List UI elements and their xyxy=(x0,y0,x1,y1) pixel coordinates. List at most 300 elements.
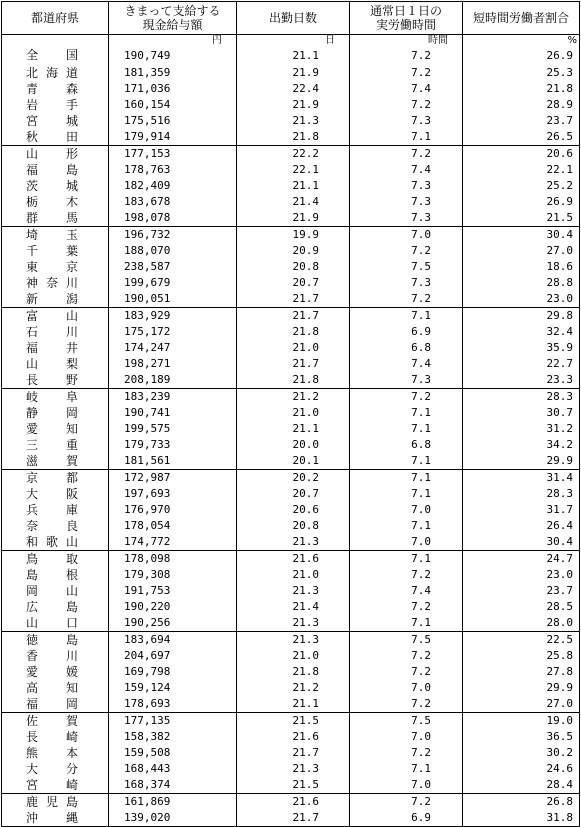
table-row xyxy=(2,129,580,146)
cell-cash-wages-value: 190,220 xyxy=(124,600,171,613)
table-row xyxy=(2,259,580,275)
cell-prefecture xyxy=(2,745,109,761)
units-cell-empty xyxy=(2,35,109,47)
cell-work-days: 21.6 xyxy=(237,794,350,811)
table-row xyxy=(2,162,580,178)
cell-work-days: 21.3 xyxy=(237,615,350,632)
table-row xyxy=(2,713,580,730)
cell-actual-hours: 7.0 xyxy=(350,502,463,518)
cell-actual-hours: 7.4 xyxy=(350,162,463,178)
cell-actual-hours: 7.1 xyxy=(350,405,463,421)
prefecture-name: 石川 xyxy=(26,325,78,339)
table-row xyxy=(2,729,580,745)
cell-cash-wages xyxy=(109,729,237,745)
cell-cash-wages-value: 179,308 xyxy=(124,568,171,581)
table-row xyxy=(2,291,580,308)
cell-prefecture xyxy=(2,65,109,81)
prefecture-name: 和歌山 xyxy=(26,535,78,549)
cell-work-days: 21.8 xyxy=(237,129,350,146)
cell-prefecture xyxy=(2,696,109,713)
table-row xyxy=(2,65,580,81)
cell-cash-wages-value: 183,929 xyxy=(124,309,171,322)
cell-prefecture xyxy=(2,470,109,487)
cell-part-time-ratio: 30.4 xyxy=(463,534,580,551)
cell-actual-hours: 7.3 xyxy=(350,113,463,129)
cell-work-days: 21.2 xyxy=(237,680,350,696)
cell-actual-hours: 7.5 xyxy=(350,259,463,275)
cell-work-days: 21.9 xyxy=(237,210,350,227)
table-row xyxy=(2,567,580,583)
prefecture-name: 福島 xyxy=(26,163,78,177)
cell-prefecture xyxy=(2,810,109,827)
cell-part-time-ratio: 26.4 xyxy=(463,518,580,534)
cell-work-days: 21.1 xyxy=(237,178,350,194)
cell-part-time-ratio: 26.9 xyxy=(463,46,580,65)
cell-cash-wages xyxy=(109,129,237,146)
cell-actual-hours: 7.0 xyxy=(350,729,463,745)
cell-work-days: 21.0 xyxy=(237,648,350,664)
cell-work-days: 21.7 xyxy=(237,291,350,308)
cell-cash-wages xyxy=(109,308,237,325)
cell-work-days: 20.8 xyxy=(237,259,350,275)
cell-actual-hours: 7.2 xyxy=(350,794,463,811)
cell-prefecture xyxy=(2,761,109,777)
cell-part-time-ratio: 28.9 xyxy=(463,97,580,113)
cell-cash-wages-value: 159,124 xyxy=(124,681,171,694)
cell-cash-wages xyxy=(109,470,237,487)
cell-work-days: 21.0 xyxy=(237,405,350,421)
cell-actual-hours: 7.3 xyxy=(350,372,463,389)
prefecture-name: 福井 xyxy=(26,341,78,355)
table-row xyxy=(2,308,580,325)
cell-work-days: 20.8 xyxy=(237,518,350,534)
cell-cash-wages xyxy=(109,275,237,291)
table-row xyxy=(2,243,580,259)
cell-cash-wages xyxy=(109,210,237,227)
cell-part-time-ratio: 31.2 xyxy=(463,421,580,437)
cell-cash-wages-value: 161,869 xyxy=(124,795,171,808)
table-row xyxy=(2,680,580,696)
cell-part-time-ratio: 19.0 xyxy=(463,713,580,730)
cell-actual-hours: 6.9 xyxy=(350,324,463,340)
cell-work-days: 21.7 xyxy=(237,308,350,325)
cell-actual-hours: 7.2 xyxy=(350,567,463,583)
cell-work-days: 21.8 xyxy=(237,324,350,340)
cell-cash-wages xyxy=(109,162,237,178)
cell-cash-wages xyxy=(109,291,237,308)
cell-actual-hours: 7.2 xyxy=(350,146,463,163)
table-row xyxy=(2,583,580,599)
table-row xyxy=(2,745,580,761)
table-row xyxy=(2,632,580,649)
cell-part-time-ratio: 30.7 xyxy=(463,405,580,421)
cell-prefecture xyxy=(2,405,109,421)
prefecture-name: 長崎 xyxy=(26,730,78,744)
cell-prefecture xyxy=(2,453,109,470)
cell-work-days: 22.2 xyxy=(237,146,350,163)
table-row xyxy=(2,405,580,421)
table-body xyxy=(2,35,580,827)
cell-work-days: 20.0 xyxy=(237,437,350,453)
cell-cash-wages xyxy=(109,745,237,761)
cell-part-time-ratio: 28.5 xyxy=(463,599,580,615)
cell-cash-wages-value: 181,359 xyxy=(124,66,171,79)
cell-cash-wages-value: 238,587 xyxy=(124,260,171,273)
cell-work-days: 21.6 xyxy=(237,729,350,745)
cell-cash-wages xyxy=(109,664,237,680)
cell-prefecture xyxy=(2,194,109,210)
cell-part-time-ratio: 34.2 xyxy=(463,437,580,453)
cell-cash-wages xyxy=(109,599,237,615)
prefecture-name: 滋賀 xyxy=(26,454,78,468)
cell-actual-hours: 7.2 xyxy=(350,97,463,113)
cell-prefecture xyxy=(2,567,109,583)
table-row xyxy=(2,664,580,680)
cell-actual-hours: 7.5 xyxy=(350,713,463,730)
cell-work-days: 21.1 xyxy=(237,46,350,65)
cell-prefecture xyxy=(2,113,109,129)
cell-cash-wages-value: 178,098 xyxy=(124,552,171,565)
cell-cash-wages-value: 196,732 xyxy=(124,228,171,241)
cell-cash-wages-value: 183,678 xyxy=(124,195,171,208)
table-row xyxy=(2,194,580,210)
table-row xyxy=(2,470,580,487)
cell-prefecture xyxy=(2,615,109,632)
prefecture-name: 島根 xyxy=(26,568,78,582)
table-row xyxy=(2,113,580,129)
cell-prefecture xyxy=(2,81,109,97)
prefecture-name: 高知 xyxy=(26,681,78,695)
cell-cash-wages-value: 175,516 xyxy=(124,114,171,127)
cell-prefecture xyxy=(2,729,109,745)
prefecture-wage-table xyxy=(1,1,580,827)
cell-cash-wages xyxy=(109,810,237,827)
prefecture-name: 愛媛 xyxy=(26,665,78,679)
header-prefecture: 都道府県 xyxy=(2,2,109,35)
cell-prefecture xyxy=(2,178,109,194)
prefecture-name: 大阪 xyxy=(26,487,78,501)
cell-part-time-ratio: 29.9 xyxy=(463,680,580,696)
table-row xyxy=(2,696,580,713)
table-row xyxy=(2,486,580,502)
table-row xyxy=(2,275,580,291)
cell-part-time-ratio: 28.4 xyxy=(463,777,580,794)
cell-work-days: 20.7 xyxy=(237,275,350,291)
cell-cash-wages-value: 190,256 xyxy=(124,616,171,629)
cell-cash-wages xyxy=(109,194,237,210)
cell-cash-wages-value: 178,693 xyxy=(124,697,171,710)
table-row xyxy=(2,210,580,227)
cell-work-days: 20.1 xyxy=(237,453,350,470)
cell-actual-hours: 6.9 xyxy=(350,810,463,827)
cell-work-days: 21.7 xyxy=(237,745,350,761)
table-row xyxy=(2,551,580,568)
table-row xyxy=(2,648,580,664)
prefecture-name: 静岡 xyxy=(26,406,78,420)
cell-cash-wages xyxy=(109,421,237,437)
cell-part-time-ratio: 21.5 xyxy=(463,210,580,227)
cell-cash-wages-value: 176,970 xyxy=(124,503,171,516)
cell-prefecture xyxy=(2,518,109,534)
table-row xyxy=(2,518,580,534)
unit-hours: 時間 xyxy=(350,35,463,47)
cell-work-days: 21.8 xyxy=(237,664,350,680)
prefecture-name: 茨城 xyxy=(26,179,78,193)
prefecture-name: 全国 xyxy=(26,48,78,62)
prefecture-name: 鳥取 xyxy=(26,552,78,566)
cell-part-time-ratio: 27.0 xyxy=(463,696,580,713)
cell-part-time-ratio: 25.2 xyxy=(463,178,580,194)
table-row xyxy=(2,227,580,244)
prefecture-name: 広島 xyxy=(26,600,78,614)
cell-cash-wages xyxy=(109,227,237,244)
cell-work-days: 21.8 xyxy=(237,372,350,389)
prefecture-name: 鹿児島 xyxy=(26,795,78,809)
cell-cash-wages-value: 169,798 xyxy=(124,665,171,678)
cell-cash-wages-value: 178,054 xyxy=(124,519,171,532)
cell-cash-wages xyxy=(109,437,237,453)
table-row xyxy=(2,389,580,406)
cell-cash-wages xyxy=(109,81,237,97)
cell-actual-hours: 7.2 xyxy=(350,291,463,308)
cell-work-days: 21.4 xyxy=(237,599,350,615)
cell-prefecture xyxy=(2,437,109,453)
prefecture-name: 香川 xyxy=(26,649,78,663)
cell-cash-wages-value: 168,443 xyxy=(124,762,171,775)
cell-part-time-ratio: 26.8 xyxy=(463,794,580,811)
cell-prefecture xyxy=(2,372,109,389)
prefecture-name: 埼玉 xyxy=(26,228,78,242)
table-row xyxy=(2,97,580,113)
cell-cash-wages xyxy=(109,518,237,534)
cell-work-days: 21.6 xyxy=(237,551,350,568)
cell-actual-hours: 7.1 xyxy=(350,470,463,487)
cell-part-time-ratio: 24.6 xyxy=(463,761,580,777)
cell-actual-hours: 7.2 xyxy=(350,648,463,664)
cell-cash-wages xyxy=(109,486,237,502)
cell-actual-hours: 7.2 xyxy=(350,389,463,406)
cell-actual-hours: 7.1 xyxy=(350,453,463,470)
prefecture-name: 群馬 xyxy=(26,211,78,225)
cell-actual-hours: 7.1 xyxy=(350,129,463,146)
table-row xyxy=(2,421,580,437)
cell-cash-wages-value: 181,561 xyxy=(124,454,171,467)
cell-part-time-ratio: 31.8 xyxy=(463,810,580,827)
cell-work-days: 22.4 xyxy=(237,81,350,97)
cell-prefecture xyxy=(2,551,109,568)
cell-cash-wages xyxy=(109,178,237,194)
cell-actual-hours: 7.4 xyxy=(350,81,463,97)
cell-cash-wages xyxy=(109,502,237,518)
cell-prefecture xyxy=(2,162,109,178)
table-row xyxy=(2,794,580,811)
prefecture-name: 長野 xyxy=(26,373,78,387)
unit-yen: 円 xyxy=(109,35,237,47)
cell-cash-wages-value: 174,772 xyxy=(124,535,171,548)
cell-part-time-ratio: 28.3 xyxy=(463,389,580,406)
prefecture-name: 栃木 xyxy=(26,195,78,209)
table-row xyxy=(2,340,580,356)
cell-part-time-ratio: 31.7 xyxy=(463,502,580,518)
cell-cash-wages xyxy=(109,615,237,632)
prefecture-name: 岡山 xyxy=(26,584,78,598)
cell-work-days: 20.6 xyxy=(237,502,350,518)
cell-part-time-ratio: 28.0 xyxy=(463,615,580,632)
cell-actual-hours: 7.2 xyxy=(350,243,463,259)
cell-prefecture xyxy=(2,664,109,680)
cell-work-days: 21.2 xyxy=(237,389,350,406)
cell-cash-wages xyxy=(109,243,237,259)
cell-prefecture xyxy=(2,502,109,518)
cell-actual-hours: 7.0 xyxy=(350,227,463,244)
cell-prefecture xyxy=(2,210,109,227)
cell-cash-wages-value: 183,239 xyxy=(124,390,171,403)
units-row xyxy=(2,35,580,47)
cell-work-days: 21.9 xyxy=(237,65,350,81)
table-header xyxy=(2,2,580,35)
cell-work-days: 21.0 xyxy=(237,340,350,356)
table-row xyxy=(2,453,580,470)
cell-part-time-ratio: 23.7 xyxy=(463,583,580,599)
cell-prefecture xyxy=(2,356,109,372)
cell-actual-hours: 7.3 xyxy=(350,194,463,210)
prefecture-name: 山形 xyxy=(26,147,78,161)
table-row xyxy=(2,599,580,615)
table-row xyxy=(2,777,580,794)
cell-cash-wages xyxy=(109,97,237,113)
cell-cash-wages-value: 188,070 xyxy=(124,244,171,257)
cell-prefecture xyxy=(2,421,109,437)
cell-prefecture xyxy=(2,97,109,113)
cell-work-days: 19.9 xyxy=(237,227,350,244)
cell-actual-hours: 7.1 xyxy=(350,615,463,632)
cell-actual-hours: 7.0 xyxy=(350,680,463,696)
cell-cash-wages xyxy=(109,259,237,275)
cell-cash-wages xyxy=(109,46,237,65)
cell-actual-hours: 6.8 xyxy=(350,437,463,453)
prefecture-name: 沖縄 xyxy=(26,811,78,825)
cell-part-time-ratio: 27.0 xyxy=(463,243,580,259)
table-row xyxy=(2,324,580,340)
table-row xyxy=(2,437,580,453)
cell-actual-hours: 7.4 xyxy=(350,356,463,372)
cell-cash-wages xyxy=(109,453,237,470)
cell-cash-wages-value: 171,036 xyxy=(124,82,171,95)
header-actual-hours: 通常日１日の実労働時間 xyxy=(350,2,463,35)
cell-work-days: 21.3 xyxy=(237,583,350,599)
prefecture-name: 神奈川 xyxy=(26,276,78,290)
cell-cash-wages xyxy=(109,696,237,713)
cell-work-days: 21.3 xyxy=(237,113,350,129)
cell-cash-wages-value: 179,733 xyxy=(124,438,171,451)
cell-cash-wages-value: 198,078 xyxy=(124,211,171,224)
cell-work-days: 21.3 xyxy=(237,761,350,777)
cell-actual-hours: 7.1 xyxy=(350,308,463,325)
cell-work-days: 21.3 xyxy=(237,534,350,551)
cell-cash-wages xyxy=(109,146,237,163)
cell-cash-wages-value: 191,753 xyxy=(124,584,171,597)
cell-part-time-ratio: 35.9 xyxy=(463,340,580,356)
cell-part-time-ratio: 25.8 xyxy=(463,648,580,664)
cell-cash-wages-value: 174,247 xyxy=(124,341,171,354)
cell-part-time-ratio: 21.8 xyxy=(463,81,580,97)
prefecture-name: 福岡 xyxy=(26,697,78,711)
cell-cash-wages xyxy=(109,65,237,81)
cell-cash-wages-value: 183,694 xyxy=(124,633,171,646)
cell-actual-hours: 7.2 xyxy=(350,599,463,615)
table-row xyxy=(2,178,580,194)
prefecture-name: 秋田 xyxy=(26,130,78,144)
cell-cash-wages-value: 198,271 xyxy=(124,357,171,370)
cell-actual-hours: 7.1 xyxy=(350,421,463,437)
cell-cash-wages xyxy=(109,777,237,794)
cell-part-time-ratio: 29.8 xyxy=(463,308,580,325)
cell-cash-wages-value: 139,020 xyxy=(124,811,171,824)
cell-cash-wages-value: 160,154 xyxy=(124,98,171,111)
prefecture-name: 奈良 xyxy=(26,519,78,533)
prefecture-name: 東京 xyxy=(26,260,78,274)
cell-cash-wages-value: 172,987 xyxy=(124,471,171,484)
prefecture-name: 山梨 xyxy=(26,357,78,371)
cell-work-days: 21.5 xyxy=(237,777,350,794)
cell-work-days: 21.7 xyxy=(237,810,350,827)
cell-cash-wages xyxy=(109,794,237,811)
prefecture-name: 兵庫 xyxy=(26,503,78,517)
cell-cash-wages xyxy=(109,405,237,421)
table-row xyxy=(2,502,580,518)
cell-work-days: 20.9 xyxy=(237,243,350,259)
cell-cash-wages-value: 197,693 xyxy=(124,487,171,500)
cell-cash-wages-value: 179,914 xyxy=(124,130,171,143)
cell-part-time-ratio: 26.9 xyxy=(463,194,580,210)
cell-prefecture xyxy=(2,486,109,502)
table-row xyxy=(2,146,580,163)
cell-cash-wages-value: 168,374 xyxy=(124,778,171,791)
prefecture-name: 岩手 xyxy=(26,98,78,112)
table-row xyxy=(2,615,580,632)
cell-work-days: 21.5 xyxy=(237,713,350,730)
cell-cash-wages xyxy=(109,389,237,406)
cell-cash-wages xyxy=(109,356,237,372)
cell-work-days: 21.3 xyxy=(237,632,350,649)
cell-actual-hours: 7.2 xyxy=(350,46,463,65)
cell-cash-wages xyxy=(109,534,237,551)
cell-part-time-ratio: 32.4 xyxy=(463,324,580,340)
cell-work-days: 21.9 xyxy=(237,97,350,113)
cell-cash-wages xyxy=(109,648,237,664)
cell-work-days: 21.0 xyxy=(237,567,350,583)
cell-cash-wages xyxy=(109,551,237,568)
cell-cash-wages-value: 177,135 xyxy=(124,714,171,727)
cell-part-time-ratio: 30.2 xyxy=(463,745,580,761)
cell-part-time-ratio: 23.0 xyxy=(463,567,580,583)
cell-prefecture xyxy=(2,46,109,65)
unit-days: 日 xyxy=(237,35,350,47)
prefecture-name: 富山 xyxy=(26,309,78,323)
cell-cash-wages-value: 190,741 xyxy=(124,406,171,419)
cell-prefecture xyxy=(2,713,109,730)
cell-part-time-ratio: 28.3 xyxy=(463,486,580,502)
prefecture-name: 徳島 xyxy=(26,633,78,647)
cell-actual-hours: 7.2 xyxy=(350,65,463,81)
cell-cash-wages-value: 199,575 xyxy=(124,422,171,435)
cell-actual-hours: 7.4 xyxy=(350,583,463,599)
cell-cash-wages-value: 182,409 xyxy=(124,179,171,192)
cell-cash-wages xyxy=(109,632,237,649)
cell-cash-wages xyxy=(109,680,237,696)
table-row xyxy=(2,81,580,97)
cell-prefecture xyxy=(2,227,109,244)
